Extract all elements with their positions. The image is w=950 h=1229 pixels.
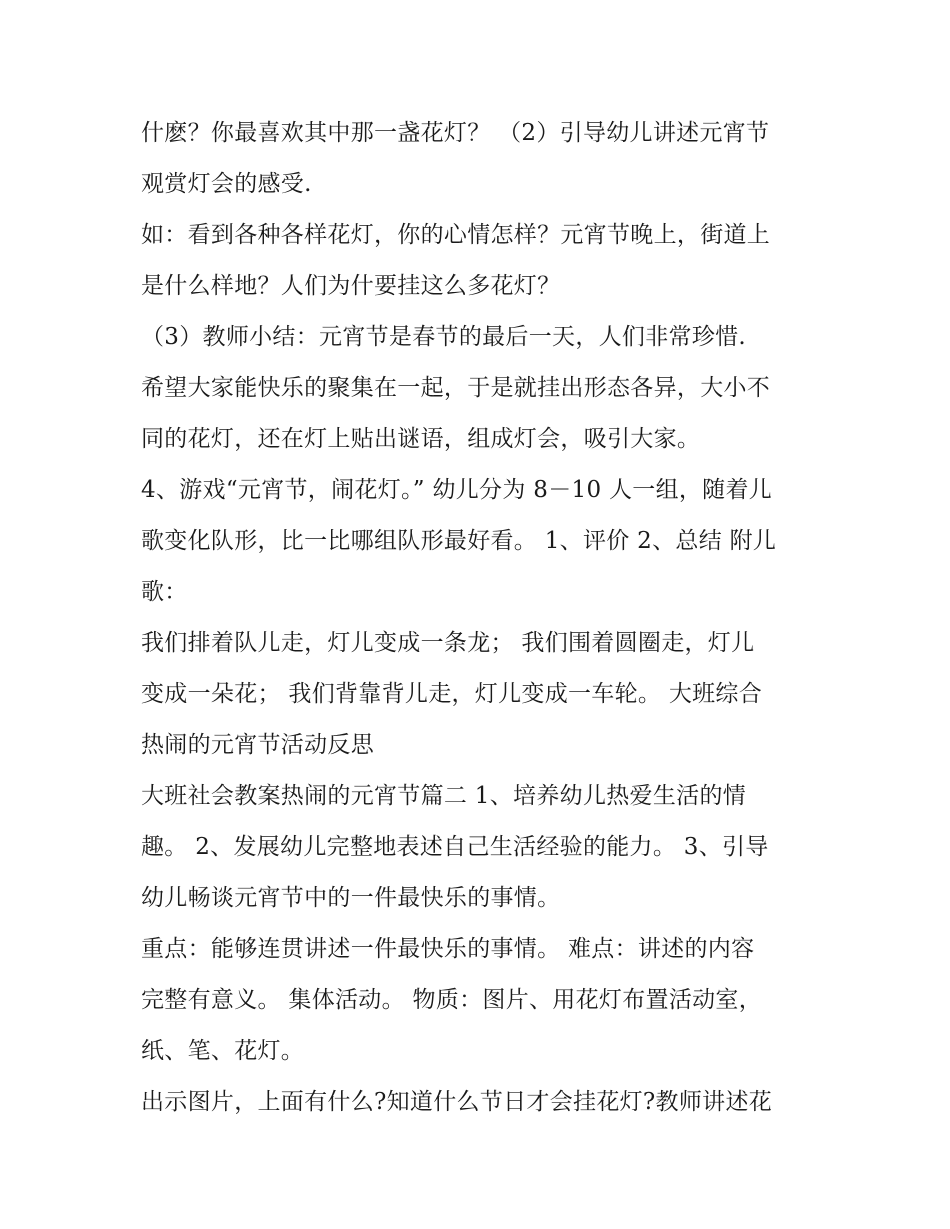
text-line: 希望大家能快乐的聚集在一起，于是就挂出形态各异，大小不 — [141, 375, 771, 401]
text-line: 同的花灯，还在灯上贴出谜语，组成灯会，吸引大家。 — [141, 426, 701, 452]
text-line: 歌变化队形，比一比哪组队形最好看。 1、评价 2、总结 附儿 — [141, 528, 777, 554]
text-line: 如：看到各种各样花灯，你的心情怎样？元宵节晚上，街道上 — [141, 222, 771, 248]
text-line: 幼儿畅谈元宵节中的一件最快乐的事情。 — [141, 885, 561, 911]
text-line: 4、游戏“元宵节，闹花灯。” 幼儿分为 8－10 人一组，随着儿 — [141, 477, 773, 503]
text-line: 变成一朵花； 我们背靠背儿走，灯儿变成一车轮。 大班综合 — [141, 681, 763, 707]
text-line: 完整有意义。 集体活动。 物质：图片、用花灯布置活动室， — [141, 987, 763, 1013]
text-line: 大班社会教案热闹的元宵节篇二 1、培养幼儿热爱生活的情 — [141, 783, 747, 809]
text-line: 观赏灯会的感受. — [141, 171, 312, 197]
text-line: （3）教师小结：元宵节是春节的最后一天，人们非常珍惜. — [141, 324, 747, 350]
text-line: 我们排着队儿走，灯儿变成一条龙； 我们围着圆圈走，灯儿 — [141, 630, 755, 656]
text-line: 歌： — [141, 579, 188, 605]
text-line: 什麽？你最喜欢其中那一盏花灯？ （2）引导幼儿讲述元宵节 — [141, 120, 770, 146]
text-line: 重点：能够连贯讲述一件最快乐的事情。 难点：讲述的内容 — [141, 936, 755, 962]
text-line: 出示图片，上面有什么?知道什么节日才会挂花灯?教师讲述花 — [141, 1089, 773, 1115]
text-line: 纸、笔、花灯。 — [141, 1038, 305, 1064]
text-line: 热闹的元宵节活动反思 — [141, 732, 374, 758]
body-text — [141, 108, 821, 1128]
text-line: 是什么样地？人们为什要挂这么多花灯？ — [141, 273, 561, 299]
text-line: 趣。 2、发展幼儿完整地表述自己生活经验的能力。 3、引导 — [141, 834, 769, 860]
